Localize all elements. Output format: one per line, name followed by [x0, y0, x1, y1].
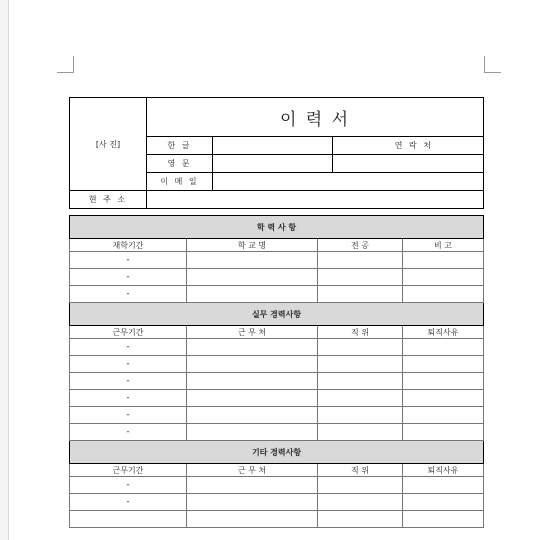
table-cell[interactable]	[318, 511, 403, 528]
table-cell[interactable]	[318, 356, 403, 373]
table-cell[interactable]	[318, 494, 403, 511]
period-cell[interactable]: -	[70, 339, 187, 356]
table-cell[interactable]	[403, 252, 484, 269]
column-header: 근 무 처	[187, 464, 318, 477]
table-cell[interactable]	[187, 373, 318, 390]
email-label: 이 메 일	[147, 173, 213, 191]
document-page	[8, 0, 540, 540]
address-field[interactable]	[147, 191, 484, 209]
period-cell[interactable]: -	[70, 356, 187, 373]
table-cell[interactable]	[403, 511, 484, 528]
table-cell[interactable]	[403, 390, 484, 407]
column-header: 직 위	[318, 326, 403, 339]
table-cell[interactable]	[318, 477, 403, 494]
document-title: 이 력 서	[147, 98, 484, 137]
work-section-title: 실무 경력사항	[70, 303, 484, 326]
table-cell[interactable]	[70, 511, 187, 528]
table-cell[interactable]	[403, 477, 484, 494]
table-cell[interactable]	[187, 339, 318, 356]
table-cell[interactable]	[187, 390, 318, 407]
column-header: 비 고	[403, 239, 484, 252]
column-header: 직 위	[318, 464, 403, 477]
column-header: 퇴직사유	[403, 464, 484, 477]
table-cell[interactable]	[318, 286, 403, 303]
table-cell[interactable]	[187, 407, 318, 424]
table-cell[interactable]	[187, 286, 318, 303]
table-cell[interactable]	[318, 269, 403, 286]
period-cell[interactable]: -	[70, 390, 187, 407]
period-cell[interactable]: -	[70, 373, 187, 390]
period-cell[interactable]: -	[70, 477, 187, 494]
column-header: 퇴직사유	[403, 326, 484, 339]
column-header: 학 교 명	[187, 239, 318, 252]
margin-corner-top-right	[484, 56, 501, 73]
table-cell[interactable]	[403, 269, 484, 286]
period-cell[interactable]: -	[70, 286, 187, 303]
table-cell[interactable]	[318, 373, 403, 390]
name-english-field[interactable]	[213, 155, 333, 173]
name-korean-field[interactable]	[213, 137, 333, 155]
period-cell[interactable]: -	[70, 494, 187, 511]
table-cell[interactable]	[403, 373, 484, 390]
name-korean-label: 한 글	[147, 137, 213, 155]
education-section-title: 학 력 사 항	[70, 216, 484, 239]
table-cell[interactable]	[318, 339, 403, 356]
period-cell[interactable]: -	[70, 407, 187, 424]
contact-label: 연 락 처	[333, 137, 484, 155]
period-cell[interactable]: -	[70, 252, 187, 269]
table-cell[interactable]	[403, 407, 484, 424]
table-cell[interactable]	[403, 356, 484, 373]
table-cell[interactable]	[187, 424, 318, 441]
column-header: 근무기간	[70, 326, 187, 339]
table-cell[interactable]	[318, 424, 403, 441]
table-cell[interactable]	[187, 477, 318, 494]
table-cell[interactable]	[318, 252, 403, 269]
table-cell[interactable]	[318, 407, 403, 424]
email-field[interactable]	[213, 173, 484, 191]
name-english-label: 영 문	[147, 155, 213, 173]
column-header: 근무기간	[70, 464, 187, 477]
table-cell[interactable]	[318, 390, 403, 407]
table-cell[interactable]	[403, 424, 484, 441]
column-header: 전 공	[318, 239, 403, 252]
contact-field[interactable]	[333, 155, 484, 173]
table-cell[interactable]	[187, 356, 318, 373]
column-header: 근 무 처	[187, 326, 318, 339]
column-header: 재학기간	[70, 239, 187, 252]
table-cell[interactable]	[403, 286, 484, 303]
table-cell[interactable]	[187, 269, 318, 286]
table-cell[interactable]	[187, 494, 318, 511]
margin-corner-top-left	[57, 56, 74, 73]
table-cell[interactable]	[403, 494, 484, 511]
photo-cell[interactable]: [사 진]	[70, 98, 147, 191]
period-cell[interactable]: -	[70, 269, 187, 286]
history-table	[69, 215, 484, 528]
address-label: 현 주 소	[70, 191, 147, 209]
period-cell[interactable]: -	[70, 424, 187, 441]
table-cell[interactable]	[187, 252, 318, 269]
table-cell[interactable]	[403, 339, 484, 356]
other-section-title: 기타 경력사항	[70, 441, 484, 464]
table-cell[interactable]	[187, 511, 318, 528]
personal-info-table	[69, 97, 484, 209]
